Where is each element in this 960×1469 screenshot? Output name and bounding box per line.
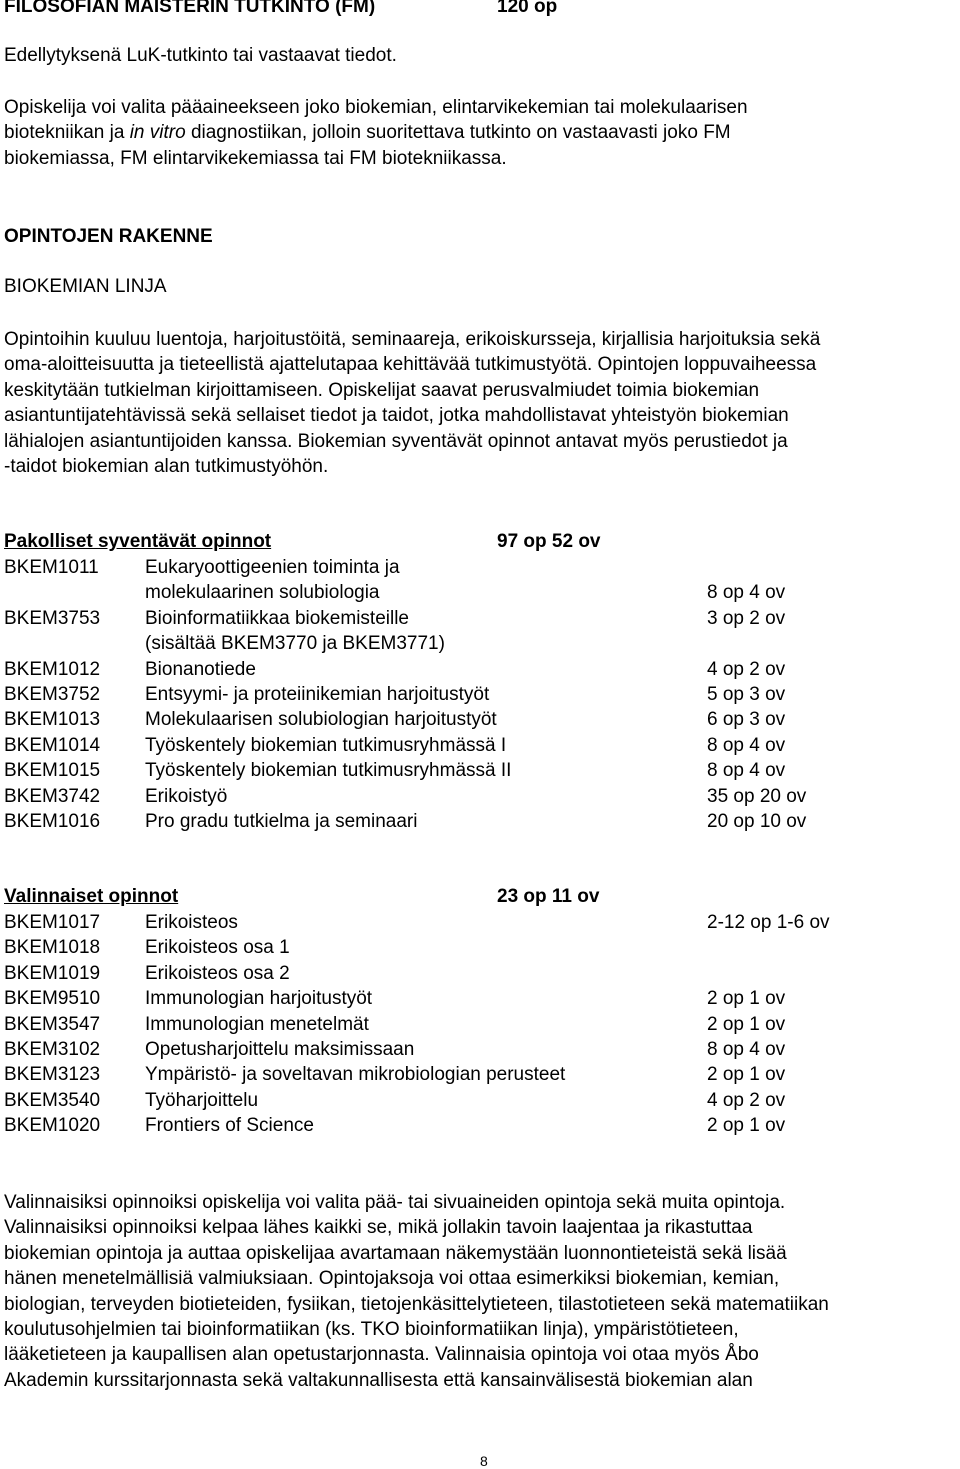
- course-name: Entsyymi- ja proteiinikemian harjoitustyöt: [145, 684, 490, 705]
- course-credits: 8 op 4 ov: [707, 1039, 786, 1060]
- intro-line: biokemiassa, FM elintarvikekemiassa tai FM biotekniikassa.: [4, 147, 507, 169]
- course-credits: 2-12 op 1-6 ov: [707, 912, 830, 933]
- course-credits: 2 op 1 ov: [707, 1115, 786, 1137]
- closing-line: koulutusohjelmien tai bioinformatiikan (ks. TKO bioinformatiikan linja), ympäristötieteen,: [4, 1319, 739, 1341]
- course-credits: 4 op 2 ov: [707, 1089, 786, 1111]
- course-credits: 2 op 1 ov: [707, 1064, 786, 1086]
- course-name: Bionanotiede: [145, 658, 256, 680]
- course-name: Immunologian harjoitustyöt: [145, 988, 373, 1010]
- course-code: BKEM1015: [4, 760, 101, 782]
- course-code: BKEM3742: [4, 785, 101, 807]
- description-line: lähialojen asiantuntijoiden kanssa. Biokemian syventävät opinnot antavat myös perustiedot ja: [4, 430, 788, 452]
- description-line: oma-aloitteisuutta ja tieteellistä ajattelutapaa kehittävää tutkimustyötä. Opintojen loppuvaiheessa: [4, 354, 817, 376]
- course-code: BKEM1012: [4, 658, 101, 680]
- course-code: BKEM1013: [4, 709, 101, 731]
- course-name: Erikoisteos osa 1: [145, 937, 290, 959]
- course-name: Ympäristö- ja soveltavan mikrobiologian perusteet: [145, 1064, 566, 1086]
- course-name: Eukaryoottigeenien toiminta ja: [145, 557, 400, 578]
- course-credits: 8 op 4 ov: [707, 582, 786, 604]
- closing-line: lääketieteen ja kaupallisen alan opetustarjonnasta. Valinnaisia opintoja voi otaa myös Åbo: [4, 1344, 759, 1366]
- course-name: (sisältää BKEM3770 ja BKEM3771): [145, 633, 445, 655]
- description-line: -taidot biokemian alan tutkimustyöhön.: [4, 456, 329, 478]
- course-credits: 6 op 3 ov: [707, 709, 786, 731]
- description-line: Opintoihin kuuluu luentoja, harjoitustöitä, seminaareja, erikoiskursseja, kirjallisia harjoituksia sekä: [4, 329, 821, 350]
- course-name: Pro gradu tutkielma ja seminaari: [145, 811, 418, 832]
- course-name: molekulaarinen solubiologia: [145, 582, 380, 604]
- course-code: BKEM1014: [4, 734, 101, 756]
- course-credits: 5 op 3 ov: [707, 684, 786, 705]
- course-credits: 2 op 1 ov: [707, 1013, 786, 1035]
- closing-line: Valinnaisiksi opinnoiksi kelpaa lähes kaikki se, mikä jollakin tavoin laajentaa ja rikastuttaa: [4, 1217, 753, 1239]
- course-code: BKEM1018: [4, 937, 101, 959]
- intro-text-part: diagnostiikan, jolloin suoritettava tutkinto on vastaavasti joko FM: [185, 122, 731, 144]
- line-heading: BIOKEMIAN LINJA: [4, 276, 167, 297]
- course-name: Frontiers of Science: [145, 1115, 314, 1137]
- mandatory-total: 97 op 52 ov: [497, 531, 601, 552]
- course-code: BKEM1019: [4, 962, 101, 984]
- course-name: Työharjoittelu: [145, 1089, 259, 1111]
- course-name: Erikoisteos: [145, 912, 238, 933]
- course-name: Opetusharjoittelu maksimissaan: [145, 1039, 415, 1060]
- course-code: BKEM3547: [4, 1013, 101, 1035]
- course-credits: 2 op 1 ov: [707, 988, 786, 1010]
- course-credits: 20 op 10 ov: [707, 811, 807, 832]
- course-credits: 4 op 2 ov: [707, 658, 786, 680]
- course-name: Bioinformatiikkaa biokemisteille: [145, 607, 409, 629]
- course-code: BKEM3102: [4, 1039, 101, 1060]
- mandatory-heading: Pakolliset syventävät opinnot: [4, 531, 272, 552]
- course-credits: 8 op 4 ov: [707, 760, 786, 782]
- course-credits: 3 op 2 ov: [707, 607, 786, 629]
- closing-line: biokemian opintoja ja auttaa opiskelijaa avartamaan näkemystään luonnontieteistä sekä lisää: [4, 1242, 787, 1264]
- course-name: Erikoisteos osa 2: [145, 962, 290, 984]
- intro-paragraph: [4, 95, 959, 171]
- intro-text-part: biotekniikan ja: [4, 122, 130, 144]
- course-code: BKEM3752: [4, 684, 101, 705]
- course-code: BKEM9510: [4, 988, 101, 1010]
- description-line: keskitytään tutkielman kirjoittamiseen. Opiskelijat saavat perusvalmiudet toimia biokemian: [4, 379, 760, 401]
- course-name: Immunologian menetelmät: [145, 1013, 369, 1035]
- course-code: BKEM1016: [4, 811, 101, 832]
- course-credits: 35 op 20 ov: [707, 785, 807, 807]
- course-credits: 8 op 4 ov: [707, 734, 786, 756]
- prerequisite-text: Edellytyksenä LuK-tutkinto tai vastaavat tiedot.: [4, 45, 397, 66]
- course-code: BKEM3123: [4, 1064, 101, 1086]
- page-number: 8: [480, 1453, 488, 1469]
- intro-line: [4, 120, 959, 145]
- course-code: BKEM1011: [4, 557, 99, 578]
- document-title: FILOSOFIAN MAISTERIN TUTKINTO (FM): [4, 0, 376, 17]
- intro-italic-term: in vitro: [129, 122, 186, 144]
- closing-line: Akademin kurssitarjonnasta sekä valtakunnallisesta että kansainvälisestä biokemian alan: [4, 1369, 753, 1391]
- course-code: BKEM1017: [4, 912, 101, 933]
- total-credits: 120 op: [497, 0, 558, 17]
- course-code: BKEM1020: [4, 1115, 101, 1137]
- course-code: BKEM3540: [4, 1089, 101, 1111]
- elective-heading: Valinnaiset opinnot: [4, 886, 179, 907]
- closing-line: Valinnaisiksi opinnoiksi opiskelija voi valita pää- tai sivuaineiden opintoja sekä muita opintoja.: [4, 1192, 786, 1213]
- closing-line: hänen menetelmällisiä valmiuksiaan. Opintojaksoja voi ottaa esimerkiksi biokemian, kemian,: [4, 1268, 780, 1290]
- course-name: Molekulaarisen solubiologian harjoitustyöt: [145, 709, 497, 731]
- course-name: Työskentely biokemian tutkimusryhmässä II: [145, 760, 512, 782]
- description-line: asiantuntijatehtävissä sekä sellaiset tiedot ja taidot, jotka mahdollistavat yhteistyön biokemian: [4, 405, 789, 427]
- closing-paragraph: [4, 1190, 959, 1393]
- description-paragraph: [4, 327, 959, 479]
- course-name: Työskentely biokemian tutkimusryhmässä I: [145, 734, 507, 756]
- intro-line: Opiskelija voi valita pääaineekseen joko biokemian, elintarvikekemian tai molekulaarisen: [4, 97, 748, 118]
- elective-total: 23 op 11 ov: [497, 886, 600, 907]
- structure-heading: OPINTOJEN RAKENNE: [4, 226, 213, 247]
- course-code: BKEM3753: [4, 607, 101, 629]
- course-name: Erikoistyö: [145, 785, 228, 807]
- closing-line: biologian, terveyden biotieteiden, fysiikan, tietojenkäsittelytieteen, tilastotieteen sekä matematiikan: [4, 1293, 829, 1315]
